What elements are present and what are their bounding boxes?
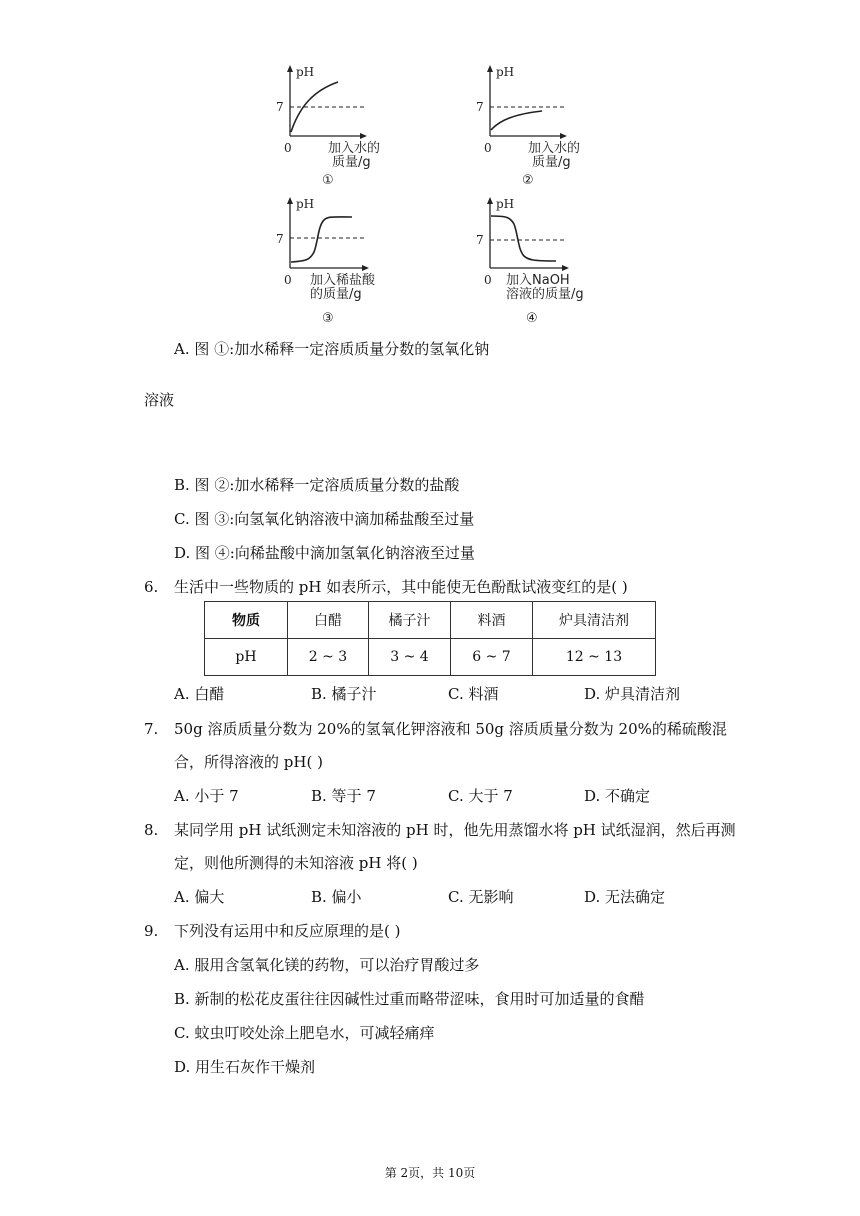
- q9-option-a: A. 服用含氢氧化镁的药物，可以治疗胃酸过多: [174, 956, 480, 974]
- q9-option-d: D. 用生石灰作干燥剂: [174, 1058, 316, 1076]
- q8-number: 8.: [144, 821, 159, 839]
- q8-option-c: C. 无影响: [448, 888, 514, 906]
- table-cell: 2 ~ 3: [288, 639, 369, 676]
- figure-2-seven: 7: [476, 100, 484, 114]
- q7-option-d: D. 不确定: [584, 787, 651, 805]
- figure-1: [270, 60, 410, 190]
- table-cell: 6 ~ 7: [451, 639, 533, 676]
- figure-4-y-label: pH: [496, 197, 515, 211]
- figure-4: [470, 192, 620, 328]
- q8-option-d: D. 无法确定: [584, 888, 666, 906]
- figure-4-x-label-2: 溶液的质量/g: [506, 287, 584, 302]
- table-cell: 3 ~ 4: [369, 639, 451, 676]
- q8-stem-line1: 某同学用 pH 试纸测定未知溶液的 pH 时，他先用蒸馏水将 pH 试纸湿润，然后再测: [174, 821, 736, 839]
- figure-1-seven: 7: [276, 100, 284, 114]
- figure-2: [470, 60, 610, 190]
- figure-1-x-label-1: 加入水的: [328, 141, 381, 156]
- q5-option-a-line1: A. 图 ①:加水稀释一定溶质质量分数的氢氧化钠: [174, 340, 490, 358]
- q6-option-b: B. 橘子汁: [311, 685, 377, 703]
- table-cell: 白醋: [288, 602, 369, 639]
- figure-2-x-label-1: 加入水的: [528, 141, 581, 156]
- figure-3-x-label-1: 加入稀盐酸: [310, 273, 376, 288]
- figure-4-origin: 0: [484, 273, 492, 287]
- q9-option-b: B. 新制的松花皮蛋往往因碱性过重而略带涩味，食用时可加适量的食醋: [174, 990, 645, 1008]
- ph-table: [204, 601, 656, 676]
- q9-stem: 下列没有运用中和反应原理的是( ): [174, 922, 401, 940]
- table-row: [205, 639, 656, 676]
- q7-option-c: C. 大于 7: [448, 787, 513, 805]
- table-cell: 物质: [205, 602, 288, 639]
- q5-option-a-line2: 溶液: [144, 391, 175, 409]
- q6-number: 6.: [144, 578, 159, 596]
- figure-1-caption: ①: [322, 173, 334, 188]
- q7-stem-line1: 50g 溶质质量分数为 20%的氢氧化钾溶液和 50g 溶质质量分数为 20%的稀硫酸混: [174, 720, 727, 738]
- figure-4-graph: [470, 192, 620, 328]
- figure-2-caption: ②: [522, 173, 534, 188]
- q7-option-b: B. 等于 7: [311, 787, 376, 805]
- table-cell: 橘子汁: [369, 602, 451, 639]
- figure-4-x-label-1: 加入NaOH: [506, 273, 570, 288]
- q9-option-c: C. 蚊虫叮咬处涂上肥皂水，可减轻痛痒: [174, 1024, 435, 1042]
- figure-2-x-label-2: 质量/g: [532, 155, 571, 170]
- q6-option-d: D. 炉具清洁剂: [584, 685, 681, 703]
- q8-option-b: B. 偏小: [311, 888, 362, 906]
- figure-2-graph: [470, 60, 610, 190]
- table-cell: 料酒: [451, 602, 533, 639]
- figure-1-graph: [270, 60, 410, 190]
- q6-option-a: A. 白醋: [174, 685, 225, 703]
- q5-option-d: D. 图 ④:向稀盐酸中滴加氢氧化钠溶液至过量: [174, 544, 475, 562]
- figure-3-x-label-2: 的质量/g: [310, 287, 362, 302]
- q5-option-b: B. 图 ②:加水稀释一定溶质质量分数的盐酸: [174, 476, 460, 494]
- figure-4-seven: 7: [476, 233, 484, 247]
- figure-3-origin: 0: [284, 273, 292, 287]
- table-cell: pH: [205, 639, 288, 676]
- q8-option-a: A. 偏大: [174, 888, 225, 906]
- table-cell: 炉具清洁剂: [533, 602, 656, 639]
- figure-1-y-label: pH: [296, 65, 315, 79]
- q9-number: 9.: [144, 922, 159, 940]
- figure-3-caption: ③: [322, 311, 334, 326]
- figure-4-caption: ④: [526, 311, 538, 326]
- q7-number: 7.: [144, 720, 159, 738]
- table-header-row: [205, 602, 656, 639]
- page-footer: 第 2页，共 10页: [384, 1166, 476, 1180]
- q7-option-a: A. 小于 7: [174, 787, 239, 805]
- figure-2-origin: 0: [484, 141, 492, 155]
- figure-1-x-label-2: 质量/g: [332, 155, 371, 170]
- figure-1-origin: 0: [284, 141, 292, 155]
- figure-3-seven: 7: [276, 232, 284, 246]
- figure-2-y-label: pH: [496, 65, 515, 79]
- figure-3-graph: [270, 192, 420, 328]
- q5-option-c: C. 图 ③:向氢氧化钠溶液中滴加稀盐酸至过量: [174, 510, 475, 528]
- q6-stem: 生活中一些物质的 pH 如表所示，其中能使无色酚酞试液变红的是( ): [174, 578, 628, 596]
- q8-stem-line2: 定，则他所测得的未知溶液 pH 将( ): [174, 854, 418, 872]
- figure-3-y-label: pH: [296, 197, 315, 211]
- table-cell: 12 ~ 13: [533, 639, 656, 676]
- figure-3: [270, 192, 420, 328]
- q6-option-c: C. 料酒: [448, 685, 499, 703]
- q7-stem-line2: 合，所得溶液的 pH( ): [174, 753, 323, 771]
